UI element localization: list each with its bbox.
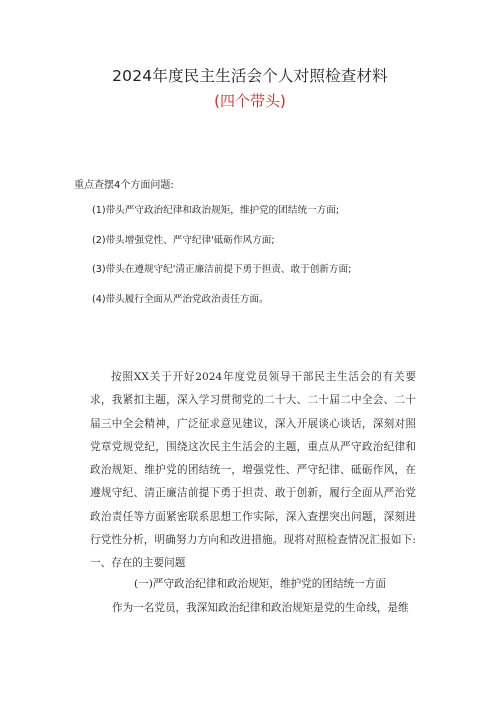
document-subtitle: (四个带头)	[214, 92, 286, 110]
issues-heading: 重点查摆4个方面问题:	[74, 180, 174, 191]
section-heading: (一)严守政治纪律和政治规矩，维护党的团结统一方面	[134, 578, 386, 590]
body-paragraph: 按照XX关于开好2024年度党员领导干部民主生活会的有关要求，我紧扣主题，深入学习贯彻党的二十大、二十届二中全会、二十届三中全会精神，广泛征求意见建议，深入开展谈心谈话，深刻对照党章党规党纪，围绕这次民主生活会的主题，重点从严守政治纪律和政治规矩、维护党的团结统一，增强党性、严守纪律、砥砺作风，在遵规守纪、清正廉洁前提下勇于担责、敢于创新，履行全面从严治党政治责任等方面紧密联系思想工作实际，深入查摆突出问题，深刻进行党性分析，明确努力方向和改进措施。现将对照检查情况汇报如下:一、存在的主要问题	[90, 371, 416, 570]
issue-item: (3)带头在遵规守纪'清正廉洁前提下勇于担责、敢于创新方面;	[92, 264, 352, 275]
issue-item: (2)带头增强党性、严守纪律'砥砺作风方面;	[92, 234, 275, 246]
issue-item: (4)带头履行全面从严治党政治责任方面。	[92, 293, 269, 305]
closing-paragraph-start: 作为一名党员，我深知政治纪律和政治规矩是党的生命线，是维	[112, 602, 409, 614]
issue-item: (1)带头严守政治纪律和政治规矩，维护党的团结统一方面;	[92, 205, 340, 216]
issue-list	[92, 204, 351, 322]
document-title: 2024年度民主生活会个人对照检查材料	[112, 67, 388, 85]
